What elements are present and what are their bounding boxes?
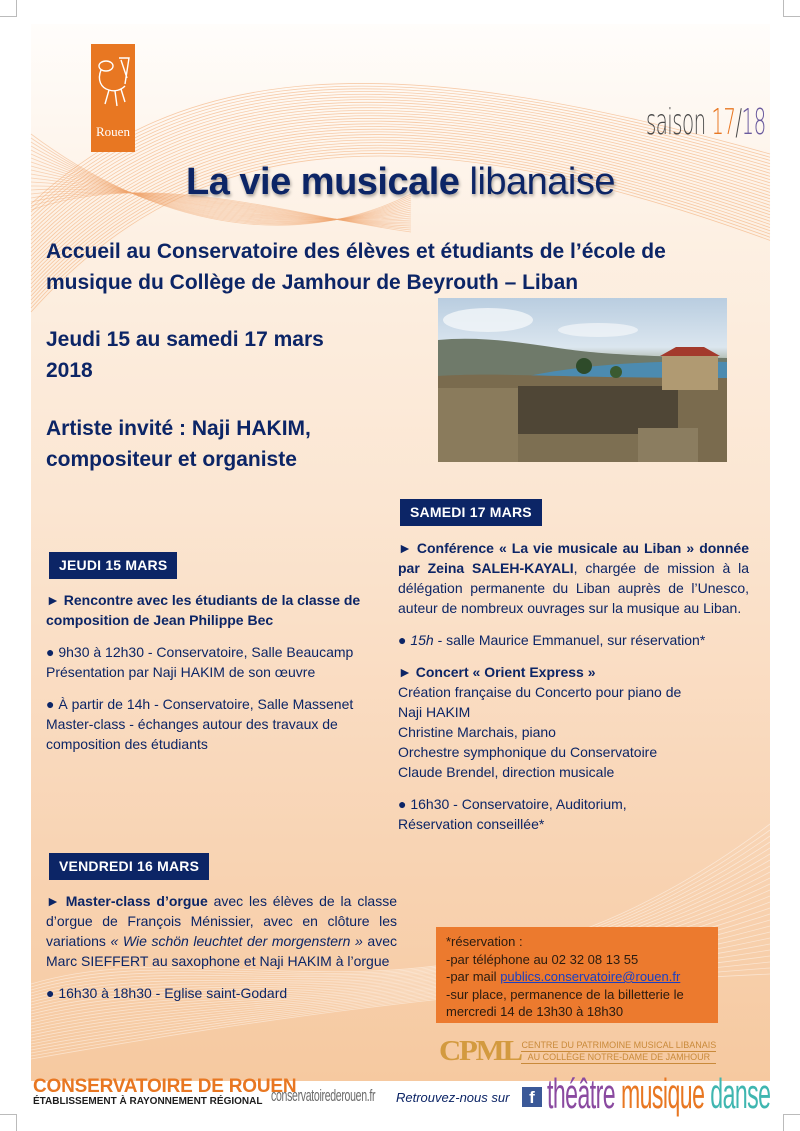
brand-musique: musique <box>620 1070 705 1117</box>
conference-title: ► Conférence « La vie musicale au Liban » donnée par Zeina SALEH-KAYALI <box>398 540 749 576</box>
cpml-mark: CPML <box>439 1036 521 1067</box>
vendredi-headline-text: avec les élèves de la classe d’orgue de François Ménissier, avec en clôture les variations <box>46 893 398 949</box>
jeudi-item-1-desc: Présentation par Naji HAKIM de son œuvre <box>46 664 316 680</box>
brand-theatre: théâtre <box>547 1070 616 1117</box>
samedi-concert <box>398 662 749 782</box>
cpml-line-2: AU COLLÈGE NOTRE-DAME DE JAMHOUR <box>527 1052 711 1062</box>
vendredi-headline-bold: ► Master-class d’orgue <box>46 893 208 909</box>
concert-line: Claude Brendel, direction musicale <box>398 764 615 780</box>
follow-us-text: Retrouvez-nous sur <box>396 1090 510 1105</box>
season-year-end: 18 <box>741 102 766 143</box>
season-separator: / <box>735 102 742 143</box>
logo-city: Rouen <box>96 124 130 139</box>
crop-mark-top-right <box>783 0 800 17</box>
vendredi-section <box>46 891 397 1015</box>
reservation-box <box>436 927 718 1023</box>
lamb-lyre-icon <box>95 54 131 114</box>
season-word: saison <box>646 102 706 143</box>
vendredi-item: ● 16h30 à 18h30 - Eglise saint-Godard <box>46 985 288 1001</box>
concert-line: Christine Marchais, piano <box>398 724 556 740</box>
conference-desc: , chargée de mission à la délégation permanente du Liban auprès de l’Unesco, auteur de nombreux ouvrages sur la musique au Liban. <box>398 560 750 616</box>
conference-place: - salle Maurice Emmanuel, sur réservation* <box>433 632 706 648</box>
artist-line-2: compositeur et organiste <box>46 448 297 471</box>
crop-mark-bottom-right <box>783 1114 800 1131</box>
concert-line: Naji HAKIM <box>398 704 471 720</box>
jeudi-section <box>46 590 391 766</box>
cpml-logo <box>439 1036 716 1068</box>
concert-time <box>398 794 749 834</box>
vendredi-headline-text-2: avec Marc SIEFFERT au saxophone et Naji HAKIM à l’orgue <box>46 933 397 969</box>
dates-line-2: 2018 <box>46 359 93 382</box>
season-label <box>646 102 766 143</box>
jeudi-item-2 <box>46 694 391 754</box>
cpml-line-1: CENTRE DU PATRIMOINE MUSICAL LIBANAIS <box>521 1040 717 1050</box>
concert-line: Création française du Concerto pour piano de <box>398 684 682 700</box>
concert-reservation-note: Réservation conseillée* <box>398 816 545 832</box>
samedi-conference <box>398 538 749 618</box>
brand-danse: danse <box>710 1070 771 1117</box>
conference-hour: 15h <box>410 632 434 648</box>
conference-time: ● 15h - salle Maurice Emmanuel, sur réservation* <box>398 632 706 648</box>
badge-jeudi: JEUDI 15 MARS <box>49 552 177 579</box>
jeudi-item-1 <box>46 642 391 682</box>
rouen-logo <box>91 44 135 152</box>
vendredi-piece-title: « Wie schön leuchtet der morgenstern » <box>110 933 363 949</box>
artist-line-1: Artiste invité : Naji HAKIM, <box>46 417 311 440</box>
subtitle: Accueil au Conservatoire des élèves et étudiants de l’école de musique du Collège de Jamhour de Beyrouth – Liban <box>46 240 666 294</box>
event-dates <box>46 324 406 386</box>
badge-samedi: SAMEDI 17 MARS <box>400 499 542 526</box>
conservatoire-tagline: ÉTABLISSEMENT À RAYONNEMENT RÉGIONAL <box>33 1096 263 1107</box>
crop-mark-bottom-left <box>0 1114 17 1131</box>
reservation-email-link[interactable]: publics.conservatoire@rouen.fr <box>500 969 681 984</box>
crop-mark-top-left <box>0 0 17 17</box>
reservation-onsite: -sur place, permanence de la billetterie le <box>446 986 684 1002</box>
dates-line-1: Jeudi 15 au samedi 17 mars <box>46 328 324 351</box>
page-title <box>31 161 770 204</box>
jeudi-item-2-desc: Master-class - échanges autour des travaux de composition des étudiants <box>46 716 338 752</box>
reservation-onsite-hours: mercredi 14 de 13h30 à 18h30 <box>446 1004 624 1019</box>
concert-title: ► Concert « Orient Express » <box>398 664 596 680</box>
guest-artist <box>46 413 406 475</box>
badge-vendredi: VENDREDI 16 MARS <box>49 853 209 880</box>
theatre-musique-danse-brand <box>547 1070 770 1118</box>
cpml-text <box>521 1040 716 1064</box>
reservation-title: *réservation : <box>446 934 523 949</box>
title-light: libanaise <box>469 161 615 203</box>
conservatoire-name: CONSERVATOIRE DE ROUEN <box>33 1076 297 1097</box>
reservation-mail-prefix: -par mail <box>446 969 501 984</box>
jeudi-headline: ► Rencontre avec les étudiants de la classe de composition de Jean Philippe Bec <box>46 592 361 628</box>
byblos-photo <box>438 298 727 462</box>
concert-line: Orchestre symphonique du Conservatoire <box>398 744 658 760</box>
conservatoire-url[interactable]: conservatoirederouen.fr <box>271 1086 376 1105</box>
season-year-start: 17 <box>711 102 736 143</box>
poster <box>31 24 771 1117</box>
facebook-icon[interactable]: f <box>522 1087 542 1107</box>
jeudi-item-2-time: ● À partir de 14h - Conservatoire, Salle Massenet <box>46 696 354 712</box>
concert-time-place: ● 16h30 - Conservatoire, Auditorium, <box>398 796 627 812</box>
title-bold: La vie musicale <box>186 161 460 203</box>
samedi-section <box>398 538 749 846</box>
reservation-phone: -par téléphone au 02 32 08 13 55 <box>446 951 639 967</box>
landscape-image <box>438 298 727 462</box>
vendredi-headline <box>46 891 397 971</box>
jeudi-item-1-time: ● 9h30 à 12h30 - Conservatoire, Salle Beaucamp <box>46 644 354 660</box>
reservation-mail <box>446 968 718 986</box>
